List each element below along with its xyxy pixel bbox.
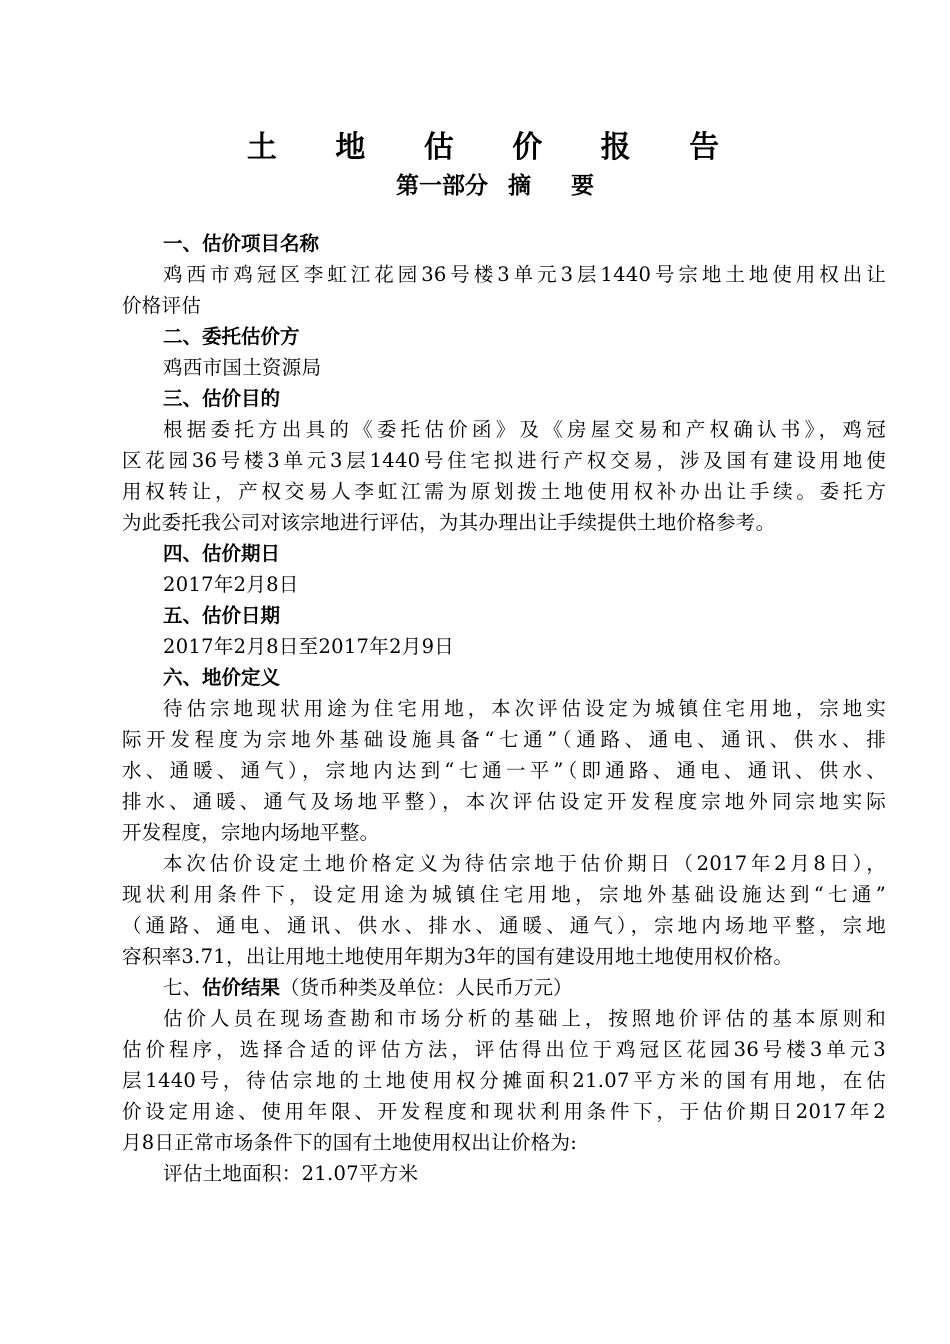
paragraph-line: 用权转让，产权交易人李虹江需为原划拨土地使用权补办出让手续。委托方 [122,480,886,503]
appraised-area-line: 评估土地面积：21.07平方米 [163,1162,419,1185]
paragraph-line: 估价程序，选择合适的评估方法，评估得出位于鸡冠区花园36号楼3单元3 [122,1038,886,1061]
section-heading-result-prefix: 七、 [163,976,203,999]
section-heading-project-name: 一、估价项目名称 [163,232,320,255]
paragraph-line: 为此委托我公司对该宗地进行评估，为其办理出让手续提供土地价格参考。 [122,511,776,534]
paragraph-line: 水、通暖、通气），宗地内达到“七通一平”（即通路、通电、通讯、供水、 [122,759,886,782]
paragraph-line: 现状利用条件下，设定用途为城镇住宅用地，宗地外基础设施达到“七通” [122,883,886,906]
section-heading-client: 二、委托估价方 [163,325,300,348]
section-heading-purpose: 三、估价目的 [163,387,281,410]
paragraph-line: 价格评估 [122,294,202,317]
section-heading-valuation-date: 四、估价期日 [163,542,281,565]
section-heading-result-suffix: （货币种类及单位：人民币万元） [280,976,573,999]
paragraph-line: 区花园36号楼3单元3层1440号住宅拟进行产权交易，涉及国有建设用地使 [122,449,886,472]
report-body [122,228,886,1189]
section-heading-price-definition: 六、地价定义 [163,666,281,689]
paragraph-line: 排水、通暖、通气及场地平整），本次评估设定开发程度宗地外同宗地实际 [122,790,886,813]
paragraph-line: 层1440号，待估宗地的土地使用权分摊面积21.07平方米的国有用地，在估 [122,1069,886,1092]
paragraph-line: 根据委托方出具的《委托估价函》及《房屋交易和产权确认书》，鸡冠 [163,418,886,441]
subtitle-char-1: 摘 [508,173,531,199]
report-title: 土 地 估 价 报 告 [246,130,744,165]
paragraph-line: 月8日正常市场条件下的国有土地使用权出让价格为: [122,1131,578,1154]
paragraph-line: 开发程度，宗地内场地平整。 [122,821,380,844]
subtitle-char-2: 要 [571,173,594,199]
paragraph-line: 2017年2月8日至2017年2月9日 [163,635,455,658]
paragraph-line: 容积率3.71，出让用地土地使用年期为3年的国有建设用地土地使用权价格。 [122,945,794,968]
paragraph-line: 鸡西市国土资源局 [163,356,322,379]
paragraph-line: 际开发程度为宗地外基础设施具备“七通”（通路、通电、通讯、供水、排 [122,728,886,751]
section-heading-appraisal-period: 五、估价日期 [163,604,281,627]
paragraph-line: 估价人员在现场查勘和市场分析的基础上，按照地价评估的基本原则和 [163,1007,886,1030]
paragraph-line: 待估宗地现状用途为住宅用地，本次评估设定为城镇住宅用地，宗地实 [163,697,886,720]
paragraph-line: 价设定用途、使用年限、开发程度和现状利用条件下，于估价期日2017年2 [122,1100,886,1123]
paragraph-line: 本次估价设定土地价格定义为待估宗地于估价期日（2017年2月8日）， [163,852,886,875]
subtitle-part: 第一部分 [396,173,488,199]
section-heading-result [122,972,886,1003]
paragraph-line: 鸡西市鸡冠区李虹江花园36号楼3单元3层1440号宗地土地使用权出让 [163,263,886,286]
paragraph-line: （通路、通电、通讯、供水、排水、通暖、通气），宗地内场地平整，宗地 [122,914,886,937]
paragraph-line: 2017年2月8日 [163,573,299,596]
section-heading-result-bold: 估价结果 [202,976,281,999]
report-subtitle [0,170,950,202]
